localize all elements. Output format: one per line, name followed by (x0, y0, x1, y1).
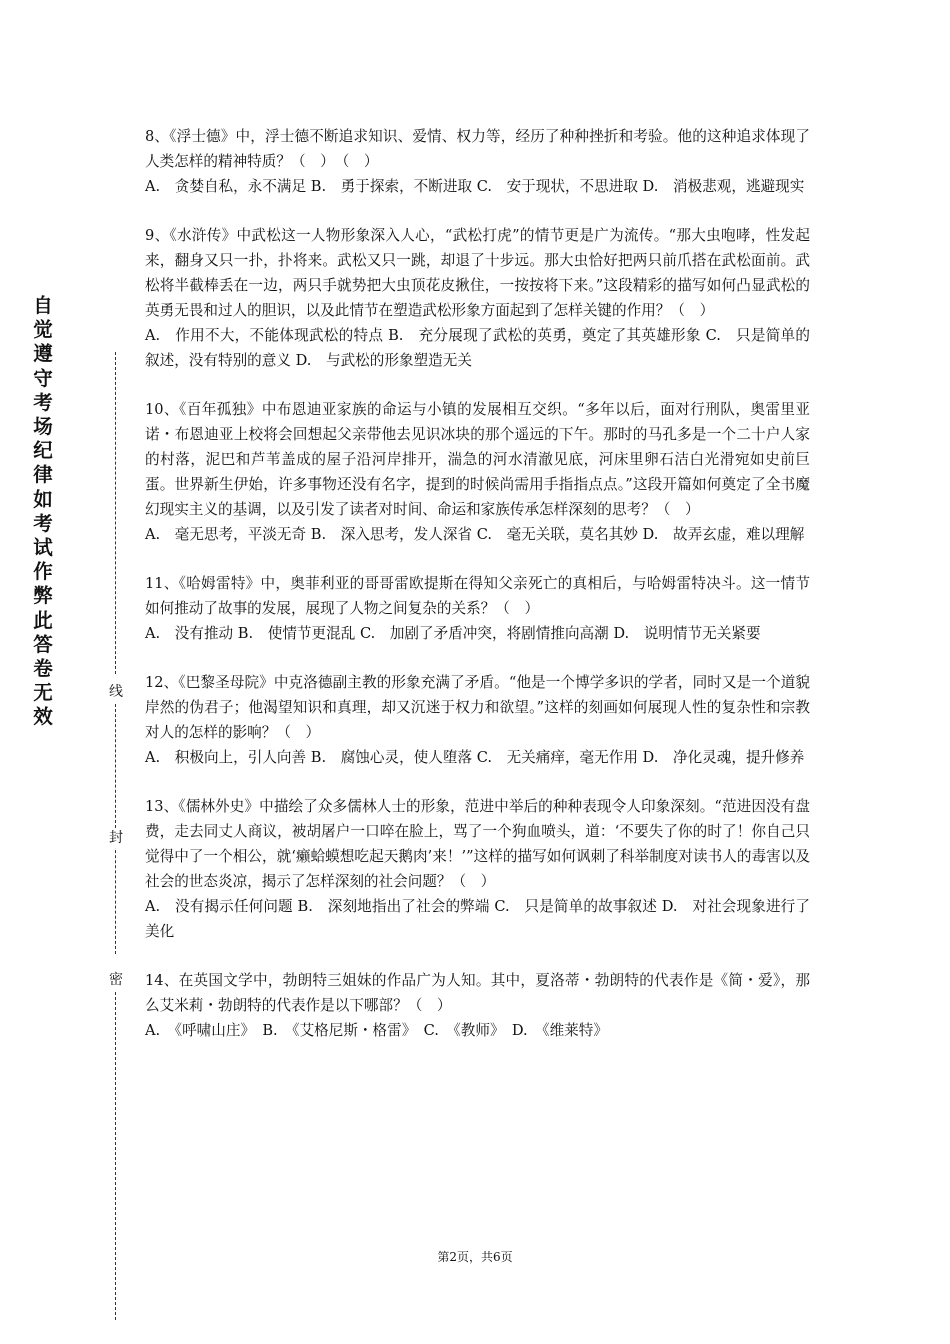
question-10 (145, 397, 810, 547)
page-number: 第2页，共6页 (437, 1250, 513, 1264)
question-options: A. 没有揭示任何问题 B. 深刻地指出了社会的弊端 C. 只是简单的故事叙述 D. 对社会现象进行了美化 (145, 898, 810, 940)
question-options: A. 《呼啸山庄》 B. 《艾格尼斯・格雷》 C. 《教师》 D. 《维莱特》 (145, 1022, 608, 1039)
question-9 (145, 223, 810, 373)
question-options: A. 积极向上，引人向善 B. 腐蚀心灵，使人堕落 C. 无关痛痒，毫无作用 D. 净化灵魂，提升修养 (145, 749, 805, 766)
binding-line-bottom (115, 992, 116, 1320)
question-12 (145, 670, 810, 770)
question-stem: 13、《儒林外史》中描绘了众多儒林人士的形象，范进中举后的种种表现令人印象深刻。“范进因没有盘费，走去同丈人商议，被胡屠户一口啐在脸上，骂了一个狗血喷头，道：‘不要失了你的时了！你自己只觉得中了一个相公，就‘癞蛤蟆想吃起天鹅肉’来！’”这样的描写如何讽刺了科举制度对读书人的毒害以及社会的世态炎凉，揭示了怎样深刻的社会问题？（ ） (145, 798, 810, 890)
question-list (145, 124, 810, 1067)
question-options: A. 作用不大，不能体现武松的特点 B. 充分展现了武松的英勇，奠定了其英雄形象 C. 只是简单的叙述，没有特别的意义 D. 与武松的形象塑造无关 (145, 327, 810, 369)
binding-label-line: 线 (106, 682, 126, 702)
question-stem: 14、在英国文学中，勃朗特三姐妹的作品广为人知。其中，夏洛蒂・勃朗特的代表作是《简・爱》，那么艾米莉・勃朗特的代表作是以下哪部？（ ） (145, 972, 810, 1014)
binding-line-top (115, 352, 116, 674)
question-13 (145, 794, 810, 944)
binding-label-seal: 封 (106, 828, 126, 848)
question-stem: 8、《浮士德》中，浮士德不断追求知识、爱情、权力等，经历了种种挫折和考验。他的这种追求体现了人类怎样的精神特质？（ ） （ ） (145, 128, 810, 170)
question-8 (145, 124, 810, 199)
binding-label-secret: 密 (106, 970, 126, 990)
question-options: A. 没有推动 B. 使情节更混乱 C. 加剧了矛盾冲突，将剧情推向高潮 D. 说明情节无关紧要 (145, 625, 761, 642)
question-11 (145, 571, 810, 646)
question-stem: 12、《巴黎圣母院》中克洛德副主教的形象充满了矛盾。“他是一个博学多识的学者，同时又是一个道貌岸然的伪君子；他渴望知识和真理，却又沉迷于权力和欲望。”这样的刻画如何展现人性的复杂性和宗教对人的怎样的影响？（ ） (145, 674, 810, 741)
question-options: A. 毫无思考，平淡无奇 B. 深入思考，发人深省 C. 毫无关联，莫名其妙 D. 故弄玄虚，难以理解 (145, 526, 805, 543)
exam-discipline-notice: 自觉遵守考场纪律如考试作弊此答卷无效 (33, 294, 53, 729)
question-stem: 9、《水浒传》中武松这一人物形象深入人心，“武松打虎”的情节更是广为流传。“那大虫咆哮，性发起来，翻身又只一扑，扑将来。武松又只一跳，却退了十步远。那大虫恰好把两只前爪搭在武松面前。武松将半截棒丢在一边，两只手就势把大虫顶花皮揪住，一按按将下来。”这段精彩的描写如何凸显武松的英勇无畏和过人的胆识，以及此情节在塑造武松形象方面起到了怎样关键的作用？（ ） (145, 227, 810, 319)
question-options: A. 贪婪自私，永不满足 B. 勇于探索，不断进取 C. 安于现状，不思进取 D. 消极悲观，逃避现实 (145, 178, 805, 195)
question-stem: 10、《百年孤独》中布恩迪亚家族的命运与小镇的发展相互交织。“多年以后，面对行刑队，奥雷里亚诺・布恩迪亚上校将会回想起父亲带他去见识冰块的那个遥远的下午。那时的马孔多是一个二十户人家的村落，泥巴和芦苇盖成的屋子沿河岸排开，湍急的河水清澈见底，河床里卵石洁白光滑宛如史前巨蛋。世界新生伊始，许多事物还没有名字，提到的时候尚需用手指指点点。”这段开篇如何奠定了全书魔幻现实主义的基调，以及引发了读者对时间、命运和家族传承怎样深刻的思考？（ ） (145, 401, 810, 518)
question-stem: 11、《哈姆雷特》中，奥菲利亚的哥哥雷欧提斯在得知父亲死亡的真相后，与哈姆雷特决斗。这一情节如何推动了故事的发展，展现了人物之间复杂的关系？（ ） (145, 575, 810, 617)
question-14 (145, 968, 810, 1043)
